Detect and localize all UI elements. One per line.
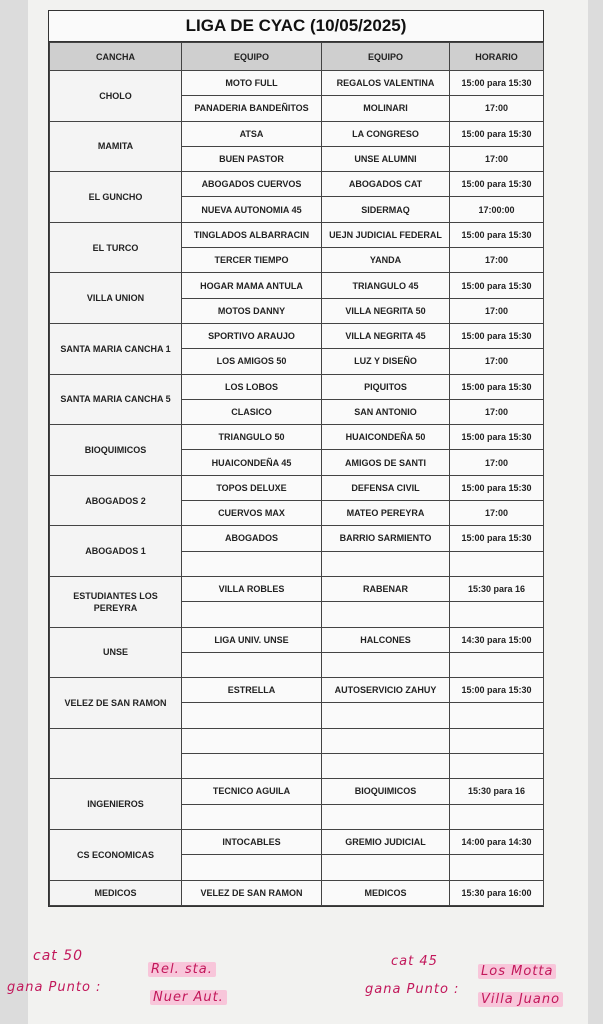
horario-cell: 17:00: [450, 349, 544, 374]
equipo-2-cell: [322, 551, 450, 576]
equipo-1-cell: ESTRELLA: [182, 678, 322, 703]
equipo-1-cell: [182, 652, 322, 677]
equipo-2-cell: SAN ANTONIO: [322, 399, 450, 424]
horario-cell: [450, 804, 544, 829]
horario-cell: 17:00: [450, 450, 544, 475]
equipo-2-cell: YANDA: [322, 248, 450, 273]
equipo-1-cell: BUEN PASTOR: [182, 146, 322, 171]
equipo-1-cell: MOTO FULL: [182, 71, 322, 96]
equipo-2-cell: TRIANGULO 45: [322, 273, 450, 298]
equipo-2-cell: [322, 652, 450, 677]
handwritten-notes: [0, 940, 603, 1024]
equipo-2-cell: [322, 754, 450, 779]
equipo-2-cell: [322, 728, 450, 753]
horario-cell: 15:00 para 15:30: [450, 678, 544, 703]
equipo-1-cell: [182, 703, 322, 728]
cancha-cell: ABOGADOS 1: [50, 526, 182, 577]
header-cancha: CANCHA: [50, 43, 182, 71]
table-row: [50, 526, 544, 551]
table-row: [50, 880, 544, 905]
equipo-1-cell: HUAICONDEÑA 45: [182, 450, 322, 475]
equipo-2-cell: HUAICONDEÑA 50: [322, 425, 450, 450]
cancha-cell: MEDICOS: [50, 880, 182, 905]
table-row: [50, 273, 544, 298]
table-row: [50, 829, 544, 854]
equipo-1-cell: CUERVOS MAX: [182, 501, 322, 526]
cancha-cell: SANTA MARIA CANCHA 5: [50, 374, 182, 425]
equipo-1-cell: TRIANGULO 50: [182, 425, 322, 450]
sheet-title: LIGA DE CYAC (10/05/2025): [49, 11, 543, 42]
equipo-1-cell: CLASICO: [182, 399, 322, 424]
equipo-2-cell: BARRIO SARMIENTO: [322, 526, 450, 551]
table-row: [50, 627, 544, 652]
equipo-1-cell: LOS LOBOS: [182, 374, 322, 399]
table-row: [50, 475, 544, 500]
horario-cell: 15:00 para 15:30: [450, 121, 544, 146]
header-horario: HORARIO: [450, 43, 544, 71]
cancha-cell: BIOQUIMICOS: [50, 425, 182, 476]
table-row: [50, 374, 544, 399]
horario-cell: [450, 602, 544, 627]
equipo-2-cell: MOLINARI: [322, 96, 450, 121]
equipo-2-cell: UEJN JUDICIAL FEDERAL: [322, 222, 450, 247]
note-left-team-1: Rel. sta.: [148, 962, 216, 977]
cancha-cell: VILLA UNION: [50, 273, 182, 324]
cancha-cell: UNSE: [50, 627, 182, 678]
equipo-1-cell: [182, 754, 322, 779]
cancha-cell: MAMITA: [50, 121, 182, 172]
equipo-1-cell: TERCER TIEMPO: [182, 248, 322, 273]
equipo-2-cell: UNSE ALUMNI: [322, 146, 450, 171]
fixture-body: [50, 71, 544, 906]
horario-cell: 15:30 para 16: [450, 779, 544, 804]
horario-cell: 15:00 para 15:30: [450, 323, 544, 348]
equipo-2-cell: REGALOS VALENTINA: [322, 71, 450, 96]
equipo-1-cell: PANADERIA BANDEÑITOS: [182, 96, 322, 121]
note-gana-punto-left: gana Punto :: [7, 980, 102, 995]
equipo-2-cell: VILLA NEGRITA 45: [322, 323, 450, 348]
horario-cell: 15:00 para 15:30: [450, 71, 544, 96]
horario-cell: 15:00 para 15:30: [450, 425, 544, 450]
cancha-cell: EL GUNCHO: [50, 172, 182, 223]
note-cat50: cat 50: [33, 948, 84, 964]
horario-cell: [450, 855, 544, 880]
horario-cell: [450, 551, 544, 576]
horario-cell: 15:00 para 15:30: [450, 475, 544, 500]
equipo-2-cell: SIDERMAQ: [322, 197, 450, 222]
cancha-cell: VELEZ DE SAN RAMON: [50, 678, 182, 729]
note-right-team-2: Villa Juano: [478, 992, 563, 1007]
equipo-2-cell: VILLA NEGRITA 50: [322, 298, 450, 323]
equipo-2-cell: LUZ Y DISEÑO: [322, 349, 450, 374]
equipo-2-cell: [322, 855, 450, 880]
equipo-2-cell: AMIGOS DE SANTI: [322, 450, 450, 475]
equipo-2-cell: [322, 602, 450, 627]
table-row: [50, 323, 544, 348]
equipo-1-cell: VILLA ROBLES: [182, 576, 322, 601]
horario-cell: 14:00 para 14:30: [450, 829, 544, 854]
equipo-1-cell: HOGAR MAMA ANTULA: [182, 273, 322, 298]
cancha-cell: INGENIEROS: [50, 779, 182, 830]
horario-cell: [450, 728, 544, 753]
equipo-1-cell: NUEVA AUTONOMIA 45: [182, 197, 322, 222]
equipo-1-cell: ABOGADOS: [182, 526, 322, 551]
equipo-1-cell: ABOGADOS CUERVOS: [182, 172, 322, 197]
equipo-2-cell: MATEO PEREYRA: [322, 501, 450, 526]
equipo-1-cell: INTOCABLES: [182, 829, 322, 854]
horario-cell: [450, 703, 544, 728]
horario-cell: 17:00:00: [450, 197, 544, 222]
cancha-cell: ESTUDIANTES LOS PEREYRA: [50, 576, 182, 627]
equipo-1-cell: [182, 804, 322, 829]
header-row: [50, 43, 544, 71]
horario-cell: 15:00 para 15:30: [450, 526, 544, 551]
note-cat45: cat 45: [391, 954, 438, 969]
header-equipo-1: EQUIPO: [182, 43, 322, 71]
equipo-1-cell: SPORTIVO ARAUJO: [182, 323, 322, 348]
equipo-2-cell: GREMIO JUDICIAL: [322, 829, 450, 854]
table-row: [50, 728, 544, 753]
table-row: [50, 678, 544, 703]
equipo-1-cell: TECNICO AGUILA: [182, 779, 322, 804]
equipo-2-cell: [322, 703, 450, 728]
note-right-team-1: Los Motta: [478, 964, 556, 979]
table-row: [50, 71, 544, 96]
horario-cell: 15:30 para 16:00: [450, 880, 544, 905]
table-row: [50, 121, 544, 146]
fixture-sheet: [48, 10, 544, 907]
equipo-2-cell: PIQUITOS: [322, 374, 450, 399]
table-row: [50, 425, 544, 450]
equipo-2-cell: LA CONGRESO: [322, 121, 450, 146]
horario-cell: 17:00: [450, 248, 544, 273]
cancha-cell: EL TURCO: [50, 222, 182, 273]
fixture-table: [49, 42, 544, 906]
table-row: [50, 172, 544, 197]
table-row: [50, 222, 544, 247]
horario-cell: 15:30 para 16: [450, 576, 544, 601]
equipo-1-cell: VELEZ DE SAN RAMON: [182, 880, 322, 905]
note-gana-punto-right: gana Punto :: [365, 982, 460, 997]
equipo-1-cell: [182, 855, 322, 880]
horario-cell: 14:30 para 15:00: [450, 627, 544, 652]
horario-cell: 15:00 para 15:30: [450, 172, 544, 197]
cancha-cell: CS ECONOMICAS: [50, 829, 182, 880]
equipo-2-cell: [322, 804, 450, 829]
equipo-2-cell: RABENAR: [322, 576, 450, 601]
horario-cell: 15:00 para 15:30: [450, 222, 544, 247]
horario-cell: 17:00: [450, 298, 544, 323]
cancha-cell: [50, 728, 182, 779]
horario-cell: 17:00: [450, 96, 544, 121]
horario-cell: [450, 754, 544, 779]
equipo-2-cell: HALCONES: [322, 627, 450, 652]
equipo-1-cell: [182, 551, 322, 576]
header-equipo-2: EQUIPO: [322, 43, 450, 71]
equipo-1-cell: [182, 602, 322, 627]
equipo-1-cell: LIGA UNIV. UNSE: [182, 627, 322, 652]
horario-cell: 17:00: [450, 501, 544, 526]
equipo-2-cell: ABOGADOS CAT: [322, 172, 450, 197]
note-left-team-2: Nuer Aut.: [150, 990, 227, 1005]
equipo-2-cell: AUTOSERVICIO ZAHUY: [322, 678, 450, 703]
equipo-1-cell: TOPOS DELUXE: [182, 475, 322, 500]
horario-cell: 17:00: [450, 399, 544, 424]
cancha-cell: SANTA MARIA CANCHA 1: [50, 323, 182, 374]
horario-cell: [450, 652, 544, 677]
equipo-1-cell: ATSA: [182, 121, 322, 146]
cancha-cell: CHOLO: [50, 71, 182, 122]
equipo-1-cell: LOS AMIGOS 50: [182, 349, 322, 374]
cancha-cell: ABOGADOS 2: [50, 475, 182, 526]
equipo-1-cell: MOTOS DANNY: [182, 298, 322, 323]
equipo-2-cell: DEFENSA CIVIL: [322, 475, 450, 500]
equipo-2-cell: MEDICOS: [322, 880, 450, 905]
horario-cell: 15:00 para 15:30: [450, 273, 544, 298]
table-row: [50, 576, 544, 601]
equipo-1-cell: [182, 728, 322, 753]
equipo-2-cell: BIOQUIMICOS: [322, 779, 450, 804]
table-row: [50, 779, 544, 804]
equipo-1-cell: TINGLADOS ALBARRACIN: [182, 222, 322, 247]
horario-cell: 17:00: [450, 146, 544, 171]
horario-cell: 15:00 para 15:30: [450, 374, 544, 399]
